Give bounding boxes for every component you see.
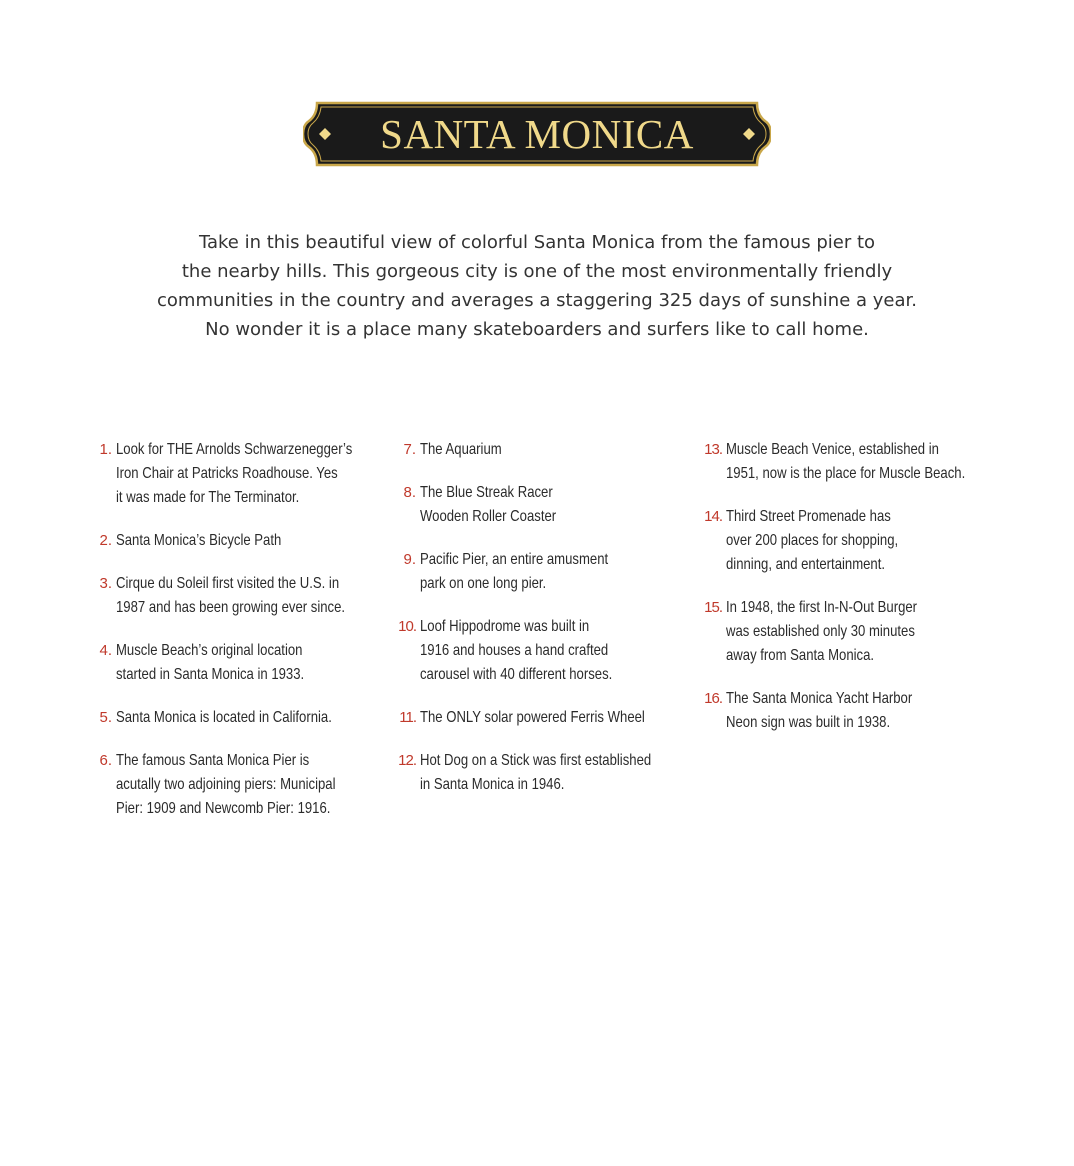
fact-item-6: [90, 749, 390, 821]
intro-line: communities in the country and averages a staggering 325 days of sunshine a year.: [157, 290, 917, 311]
fact-number: 12.: [398, 752, 416, 769]
fact-number: 2.: [99, 532, 112, 549]
fact-line: 1987 and has been growing ever since.: [116, 599, 346, 616]
fact-line: in Santa Monica in 1946.: [420, 776, 565, 793]
fact-line: Wooden Roller Coaster: [420, 508, 557, 525]
intro-line: Take in this beautiful view of colorful Santa Monica from the famous pier to: [198, 232, 876, 253]
fact-line: started in Santa Monica in 1933.: [116, 666, 305, 683]
fact-line: Pier: 1909 and Newcomb Pier: 1916.: [116, 800, 331, 817]
fact-text: [420, 438, 502, 462]
fact-text: [116, 438, 352, 510]
fact-line: Santa Monica’s Bicycle Path: [116, 532, 282, 549]
facts-column-2: [394, 438, 694, 816]
fact-text: [116, 706, 332, 730]
fact-number: 11.: [399, 709, 416, 726]
fact-line: The Blue Streak Racer: [420, 484, 553, 501]
fact-item-7: [394, 438, 694, 462]
fact-line: Santa Monica is located in California.: [116, 709, 332, 726]
fact-item-2: [90, 529, 390, 553]
fact-line: In 1948, the first In-N-Out Burger: [726, 599, 918, 616]
fact-text: [420, 615, 612, 687]
page-title: SANTA MONICA: [380, 111, 694, 157]
fact-item-4: [90, 639, 390, 687]
fact-line: Third Street Promenade has: [726, 508, 891, 525]
fact-number: 10.: [398, 618, 416, 635]
fact-number: 5.: [99, 709, 112, 726]
fact-line: over 200 places for shopping,: [726, 532, 899, 549]
fact-line: The Aquarium: [420, 441, 502, 458]
fact-item-1: [90, 438, 390, 510]
fact-number: 14.: [704, 508, 722, 525]
fact-line: Hot Dog on a Stick was first established: [420, 752, 652, 769]
fact-line: carousel with 40 different horses.: [420, 666, 613, 683]
fact-number: 4.: [99, 642, 112, 659]
fact-text: [726, 505, 898, 577]
fact-line: away from Santa Monica.: [726, 647, 875, 664]
fact-line: Muscle Beach’s original location: [116, 642, 303, 659]
fact-number: 7.: [403, 441, 416, 458]
fact-text: [420, 548, 608, 596]
fact-text: [420, 481, 556, 529]
fact-text: [420, 706, 645, 730]
fact-text: [726, 438, 965, 486]
fact-line: Pacific Pier, an entire amusment: [420, 551, 609, 568]
fact-line: 1916 and houses a hand crafted: [420, 642, 609, 659]
fact-number: 3.: [99, 575, 112, 592]
fact-item-12: [394, 749, 694, 797]
fact-number: 9.: [403, 551, 416, 568]
fact-item-13: [700, 438, 1030, 486]
fact-line: Look for THE Arnolds Schwarzenegger’s: [116, 441, 353, 458]
fact-item-8: [394, 481, 694, 529]
fact-item-9: [394, 548, 694, 596]
fact-line: Iron Chair at Patricks Roadhouse. Yes: [116, 465, 338, 482]
fact-item-3: [90, 572, 390, 620]
fact-line: Cirque du Soleil first visited the U.S. in: [116, 575, 340, 592]
fact-item-14: [700, 505, 1030, 577]
fact-text: [116, 749, 336, 821]
fact-line: Muscle Beach Venice, established in: [726, 441, 939, 458]
fact-line: Loof Hippodrome was built in: [420, 618, 590, 635]
fact-text: [116, 572, 345, 620]
fact-text: [726, 687, 912, 735]
intro-line: the nearby hills. This gorgeous city is one of the most environmentally friendly: [181, 261, 893, 282]
fact-item-10: [394, 615, 694, 687]
title-sign: [303, 101, 771, 167]
fact-line: park on one long pier.: [420, 575, 547, 592]
fact-text: [726, 596, 917, 668]
fact-number: 16.: [704, 690, 722, 707]
fact-line: The ONLY solar powered Ferris Wheel: [420, 709, 645, 726]
facts-column-3: [700, 438, 1030, 754]
fact-number: 6.: [99, 752, 112, 769]
fact-text: [116, 529, 281, 553]
intro-line: No wonder it is a place many skateboarders and surfers like to call home.: [205, 319, 869, 340]
fact-number: 15.: [704, 599, 722, 616]
fact-line: acutally two adjoining piers: Municipal: [116, 776, 336, 793]
fact-item-16: [700, 687, 1030, 735]
fact-item-15: [700, 596, 1030, 668]
fact-number: 8.: [403, 484, 416, 501]
fact-line: The Santa Monica Yacht Harbor: [726, 690, 913, 707]
fact-item-5: [90, 706, 390, 730]
fact-line: dinning, and entertainment.: [726, 556, 886, 573]
facts-column-1: [90, 438, 390, 840]
fact-line: was established only 30 minutes: [726, 623, 915, 640]
fact-line: Neon sign was built in 1938.: [726, 714, 891, 731]
fact-text: [420, 749, 651, 797]
fact-line: 1951, now is the place for Muscle Beach.: [726, 465, 966, 482]
fact-line: The famous Santa Monica Pier is: [116, 752, 310, 769]
fact-text: [116, 639, 304, 687]
fact-number: 13.: [704, 441, 722, 458]
fact-number: 1.: [99, 441, 112, 458]
intro-paragraph: [130, 228, 944, 344]
fact-line: it was made for The Terminator.: [116, 489, 300, 506]
fact-item-11: [394, 706, 694, 730]
